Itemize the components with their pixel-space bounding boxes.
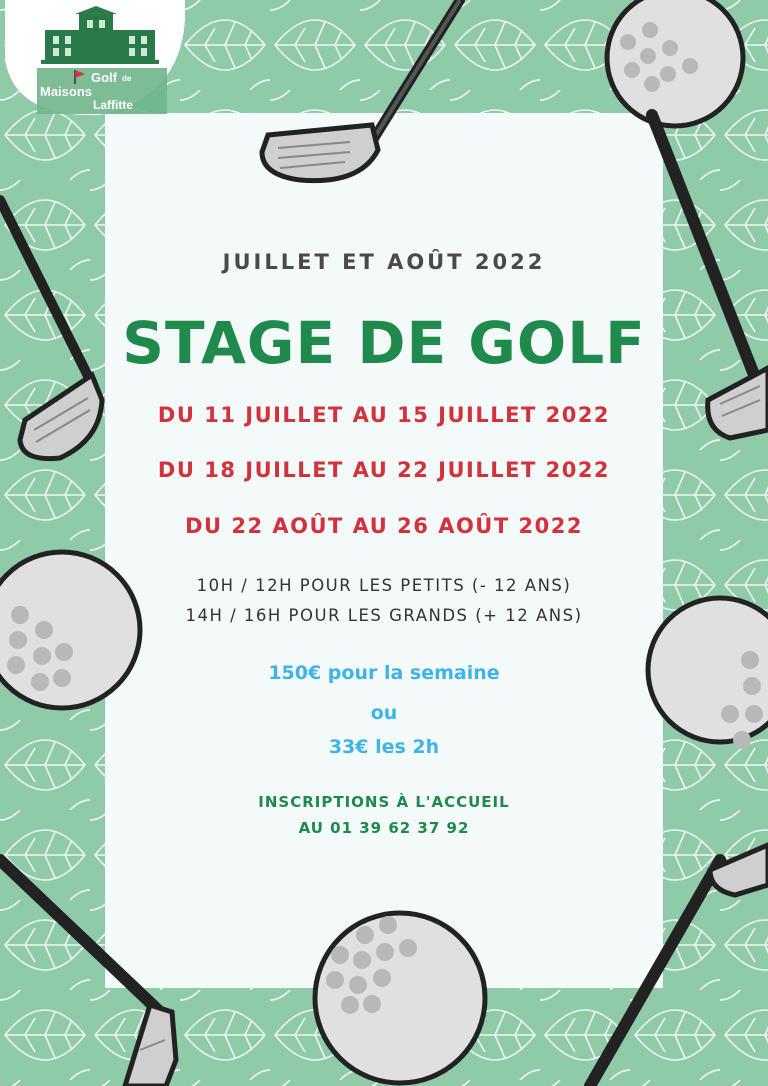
page-title: STAGE DE GOLF <box>122 309 646 377</box>
date-heading: JUILLET ET AOÛT 2022 <box>222 250 546 274</box>
club-logo <box>5 0 185 110</box>
schedule-line: 14H / 16H POUR LES GRANDS (+ 12 ANS) <box>185 606 583 625</box>
golf-club-icon <box>262 0 460 181</box>
golf-club-icon <box>0 860 176 1086</box>
price-two-hours: 33€ les 2h <box>328 736 440 758</box>
golf-club-icon <box>590 845 768 1086</box>
price-or: ou <box>370 702 398 724</box>
logo-de-text: de <box>122 74 132 83</box>
golf-club-icon <box>652 115 768 438</box>
price-week: 150€ pour la semaine <box>268 662 500 684</box>
session-dates: DU 22 AOÛT AU 26 AOÛT 2022 <box>185 514 583 538</box>
session-dates: DU 18 JUILLET AU 22 JUILLET 2022 <box>157 458 611 482</box>
session-dates: DU 11 JUILLET AU 15 JUILLET 2022 <box>157 403 611 427</box>
phone-number: AU 01 39 62 37 92 <box>298 819 470 837</box>
logo-maisons-text: Maisons <box>40 84 93 99</box>
logo-laffitte-text: Laffitte <box>93 98 133 112</box>
schedule-line: 10H / 12H POUR LES PETITS (- 12 ANS) <box>196 576 572 595</box>
logo-golf-text: Golf <box>91 70 117 85</box>
golf-ball-icon <box>607 0 743 126</box>
golf-ball-icon <box>315 913 485 1083</box>
registration-info: INSCRIPTIONS À L'ACCUEIL <box>258 793 510 811</box>
